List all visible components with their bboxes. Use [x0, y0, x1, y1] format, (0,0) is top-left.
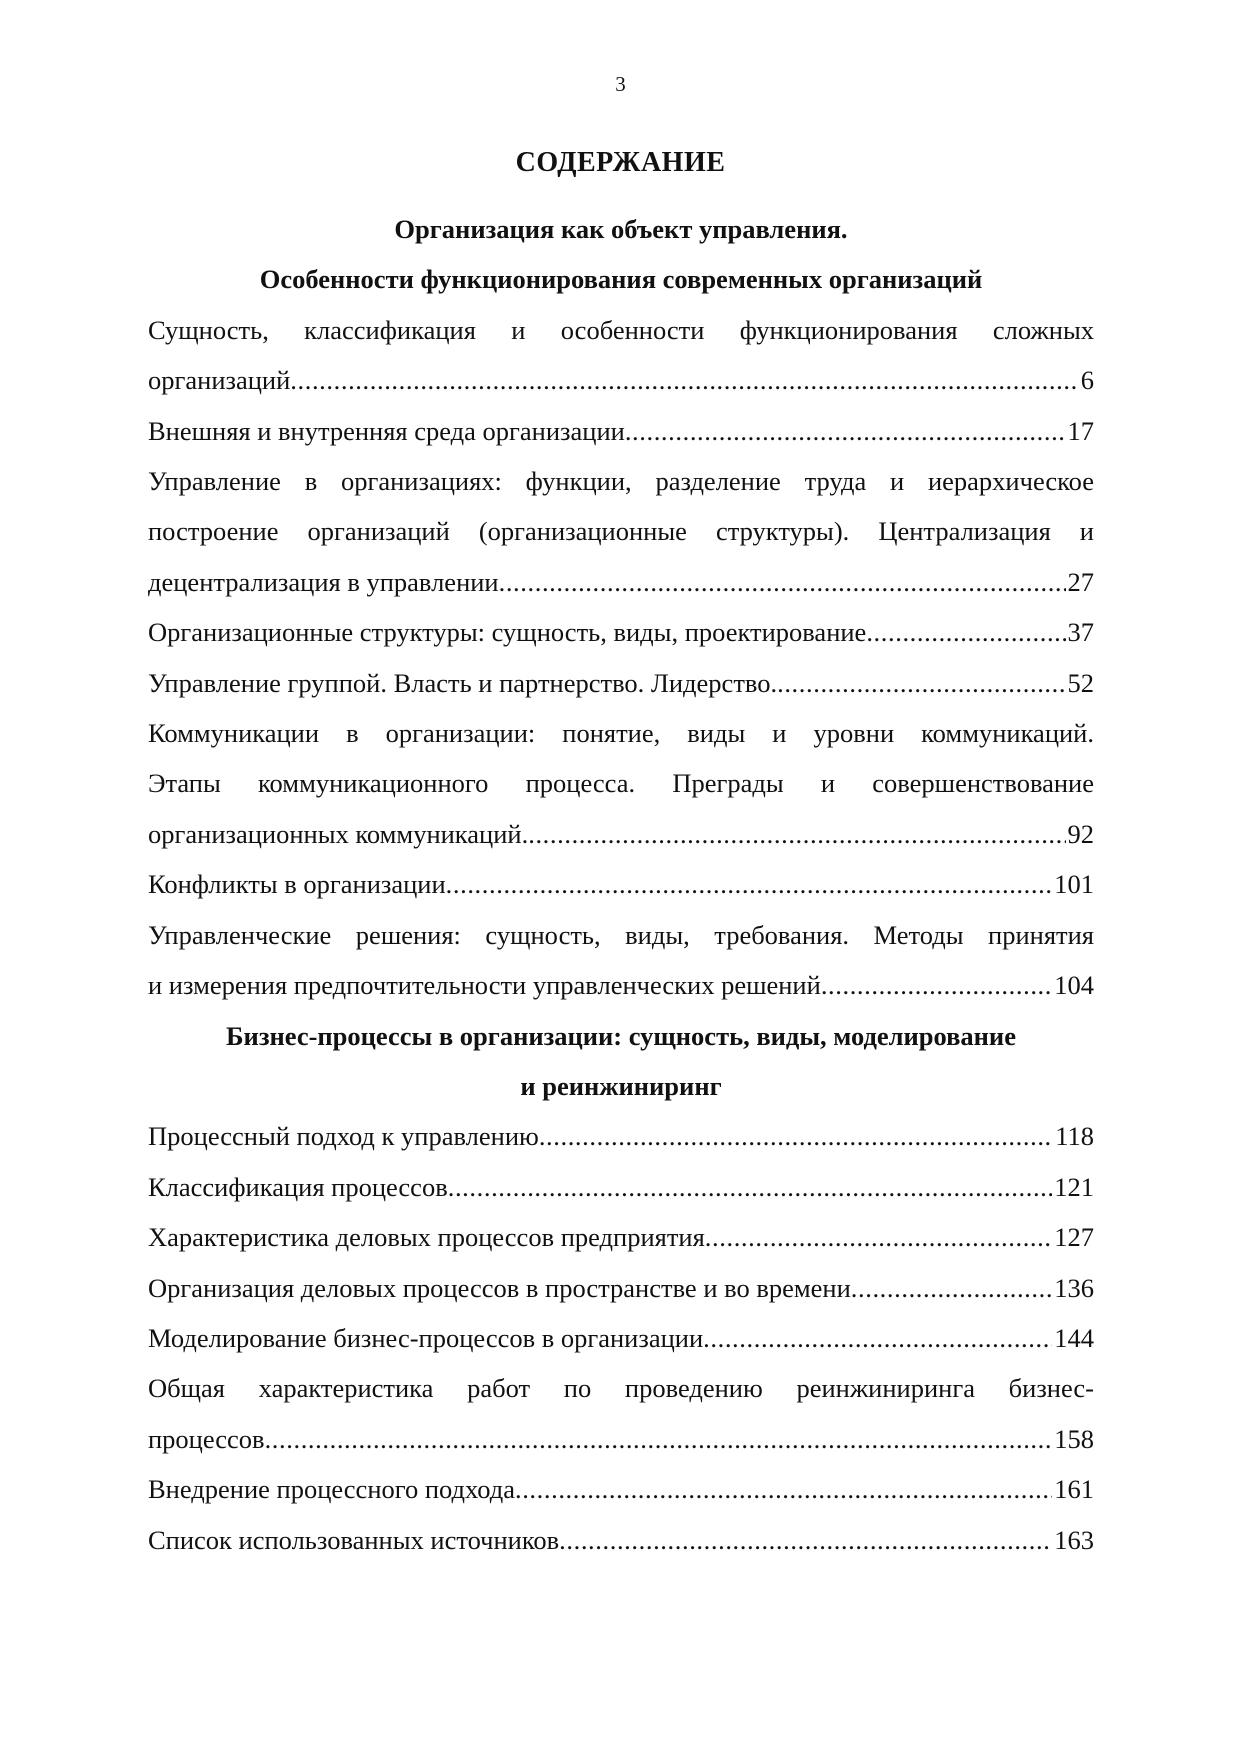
toc-entry-title: Конфликты в организации	[148, 869, 446, 900]
toc-page-number: 158	[1054, 1423, 1094, 1454]
toc-entry-title: Внешняя и внутренняя среда организации	[148, 415, 625, 446]
toc-entry-line: построение организаций (организационные структуры). Централизация и	[148, 516, 1094, 547]
toc-entry-title: и измерения предпочтительности управленческих решений	[148, 970, 821, 1001]
dot-leader	[777, 658, 1065, 708]
toc-page-number: 121	[1054, 1171, 1094, 1202]
table-of-contents	[148, 204, 1094, 1565]
toc-page-number: 52	[1067, 667, 1094, 698]
dot-leader	[866, 607, 1065, 657]
toc-page-number: 144	[1054, 1322, 1094, 1353]
toc-entry-title: децентрализация в управлении	[148, 566, 499, 597]
toc-entry-last-line	[148, 1111, 1094, 1161]
toc-entry-last-line	[148, 1464, 1094, 1514]
dot-leader	[559, 1515, 1052, 1565]
toc-entry-line: Управленческие решения: сущность, виды, требования. Методы принятия	[148, 919, 1094, 950]
toc-entry-last-line	[148, 859, 1094, 909]
toc-entry[interactable]	[148, 1515, 1094, 1565]
toc-entry-last-line	[148, 658, 1094, 708]
toc-entry[interactable]	[148, 910, 1094, 1011]
toc-entry-last-line	[148, 1162, 1094, 1212]
toc-entry-last-line	[148, 355, 1094, 405]
dot-leader	[705, 1212, 1052, 1262]
dot-leader	[528, 809, 1065, 859]
toc-page-number: 161	[1054, 1474, 1094, 1505]
toc-entry-line: Коммуникации в организации: понятие, виды и уровни коммуникаций.	[148, 718, 1094, 749]
toc-entry-last-line	[148, 1263, 1094, 1313]
toc-entry[interactable]	[148, 456, 1094, 607]
toc-entry-title: Классификация процессов	[148, 1171, 448, 1202]
toc-entry-last-line	[148, 557, 1094, 607]
section-heading: Особенности функционирования современных организаций	[259, 264, 983, 295]
toc-entry[interactable]	[148, 1212, 1094, 1262]
toc-entry-title: Характеристика деловых процессов предприятия	[148, 1222, 705, 1253]
toc-page-number: 136	[1054, 1272, 1094, 1303]
toc-entry[interactable]	[148, 1313, 1094, 1363]
toc-entry-last-line	[148, 1515, 1094, 1565]
toc-page-number: 127	[1054, 1222, 1094, 1253]
toc-entry-line: Сущность, классификация и особенности функционирования сложных	[148, 314, 1094, 345]
toc-entry-last-line	[148, 406, 1094, 456]
toc-entry[interactable]	[148, 658, 1094, 708]
toc-page-number: 27	[1067, 566, 1094, 597]
toc-entry-title: Моделирование бизнес-процессов в организации	[148, 1322, 704, 1353]
toc-entry-line: Управление в организациях: функции, разделение труда и иерархическое	[148, 466, 1094, 497]
toc-entry[interactable]	[148, 406, 1094, 456]
dot-leader	[821, 960, 1052, 1010]
toc-entry-title: процессов	[148, 1423, 265, 1454]
toc-title: СОДЕРЖАНИЕ	[515, 147, 726, 178]
dot-leader	[625, 406, 1066, 456]
dot-leader	[448, 1162, 1053, 1212]
toc-entry-last-line	[148, 1414, 1094, 1464]
dot-leader	[446, 859, 1053, 909]
section-heading: Организация как объект управления.	[394, 214, 848, 244]
toc-entry-last-line	[148, 809, 1094, 859]
dot-leader	[851, 1263, 1052, 1313]
toc-entry-title: Процессный подход к управлению	[148, 1121, 539, 1152]
toc-entry[interactable]	[148, 305, 1094, 406]
toc-entry[interactable]	[148, 1162, 1094, 1212]
dot-leader	[290, 355, 1078, 405]
toc-entry-title: Список использованных источников	[148, 1524, 560, 1555]
toc-entry-title: Внедрение процессного подхода	[148, 1474, 515, 1505]
toc-entry-last-line	[148, 1212, 1094, 1262]
page-number: 3	[615, 72, 626, 96]
toc-entry-last-line	[148, 1313, 1094, 1363]
dot-leader	[265, 1414, 1053, 1464]
toc-page-number: 104	[1054, 970, 1094, 1001]
toc-entry-title: организационных коммуникаций.	[148, 818, 529, 849]
toc-entry-last-line	[148, 607, 1094, 657]
toc-entry[interactable]	[148, 1464, 1094, 1514]
toc-entry-title: Организация деловых процессов в пространстве и во времени	[148, 1272, 851, 1303]
toc-entry[interactable]	[148, 1363, 1094, 1464]
toc-page-number: 101	[1054, 869, 1094, 900]
toc-page-number: 17	[1067, 415, 1094, 446]
dot-leader	[499, 557, 1066, 607]
toc-entry-title: Управление группой. Власть и партнерство. Лидерство.	[148, 667, 778, 698]
toc-entry[interactable]	[148, 1263, 1094, 1313]
toc-page-number: 37	[1067, 617, 1094, 648]
toc-entry-title: организаций	[148, 365, 291, 396]
toc-entry[interactable]	[148, 708, 1094, 859]
toc-entry-last-line	[148, 960, 1094, 1010]
dot-leader	[703, 1313, 1052, 1363]
toc-entry-title: Организационные структуры: сущность, виды, проектирование	[148, 617, 867, 648]
toc-entry[interactable]	[148, 1111, 1094, 1161]
toc-page-number: 118	[1055, 1121, 1094, 1152]
section-heading: и реинжиниринг	[520, 1070, 722, 1101]
toc-entry-line: Общая характеристика работ по проведению реинжиниринга бизнес-	[148, 1373, 1094, 1404]
toc-entry-line: Этапы коммуникационного процесса. Преграды и совершенствование	[148, 768, 1094, 799]
toc-page-number: 92	[1067, 818, 1094, 849]
toc-page-number: 6	[1080, 365, 1094, 396]
section-heading: Бизнес-процессы в организации: сущность, виды, моделирование	[226, 1020, 1016, 1051]
dot-leader	[539, 1111, 1053, 1161]
toc-entry[interactable]	[148, 859, 1094, 909]
dot-leader	[515, 1464, 1052, 1514]
toc-entry[interactable]	[148, 607, 1094, 657]
toc-page-number: 163	[1054, 1524, 1094, 1555]
